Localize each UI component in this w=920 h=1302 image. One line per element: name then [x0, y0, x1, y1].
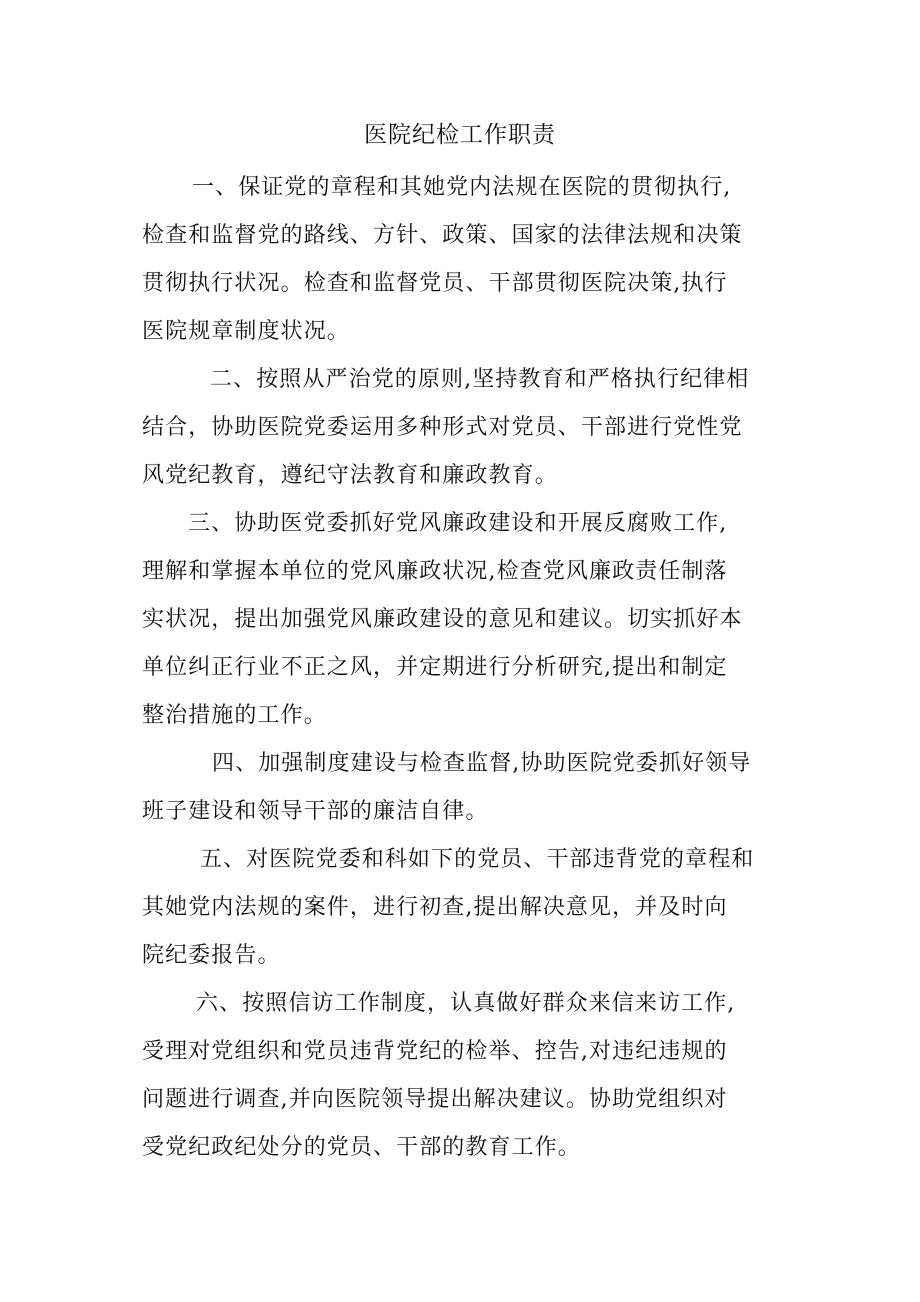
paragraph-line: 检查和监督党的路线、方针、政策、国家的法律法规和决策	[142, 223, 743, 248]
paragraph-5	[142, 836, 782, 980]
paragraph-6	[142, 980, 782, 1172]
paragraph-line: 整治措施的工作。	[142, 703, 327, 728]
paragraph-line: 班子建设和领导干部的廉洁自律。	[142, 799, 489, 824]
paragraph-2	[142, 356, 782, 500]
paragraph-line: 其她党内法规的案件，进行初查,提出解决意见，并及时向	[142, 895, 728, 920]
paragraph-line: 单位纠正行业不正之风，并定期进行分析研究,提出和制定	[142, 655, 728, 680]
document-title: 医院纪检工作职责	[364, 122, 556, 148]
paragraph-line: 二、按照从严治党的原则,坚持教育和严格执行纪律相	[210, 367, 750, 392]
paragraph-line: 一、保证党的章程和其她党内法规在医院的贯彻执行,	[192, 175, 732, 200]
paragraph-1	[142, 164, 782, 356]
paragraph-line: 贯彻执行状况。检查和监督党员、干部贯彻医院决策,执行	[142, 271, 728, 296]
paragraph-line: 四、加强制度建设与检查监督,协助医院党委抓好领导	[212, 751, 752, 776]
paragraph-line: 问题进行调查,并向医院领导提出解决建议。协助党组织对	[142, 1087, 728, 1112]
paragraph-line: 三、协助医党委抓好党风廉政建设和开展反腐败工作,	[188, 511, 728, 536]
paragraph-line: 受党纪政纪处分的党员、干部的教育工作。	[142, 1135, 581, 1160]
paragraph-line: 理解和掌握本单位的党风廉政状况,检查党风廉政责任制落	[142, 559, 728, 584]
paragraph-4	[142, 740, 782, 836]
paragraph-line: 医院规章制度状况。	[142, 319, 350, 344]
paragraph-line: 六、按照信访工作制度，认真做好群众来信来访工作,	[196, 991, 736, 1016]
paragraph-line: 实状况，提出加强党风廉政建设的意见和建议。切实抓好本	[142, 607, 743, 632]
paragraph-line: 结合，协助医院党委运用多种形式对党员、干部进行党性党	[142, 415, 743, 440]
paragraph-line: 风党纪教育，遵纪守法教育和廉政教育。	[142, 463, 558, 488]
paragraph-line: 五、对医院党委和科如下的党员、干部违背党的章程和	[200, 847, 755, 872]
paragraph-line: 受理对党组织和党员违背党纪的检举、控告,对违纪违规的	[142, 1039, 728, 1064]
paragraph-line: 院纪委报告。	[142, 943, 281, 968]
paragraph-3	[142, 500, 782, 740]
